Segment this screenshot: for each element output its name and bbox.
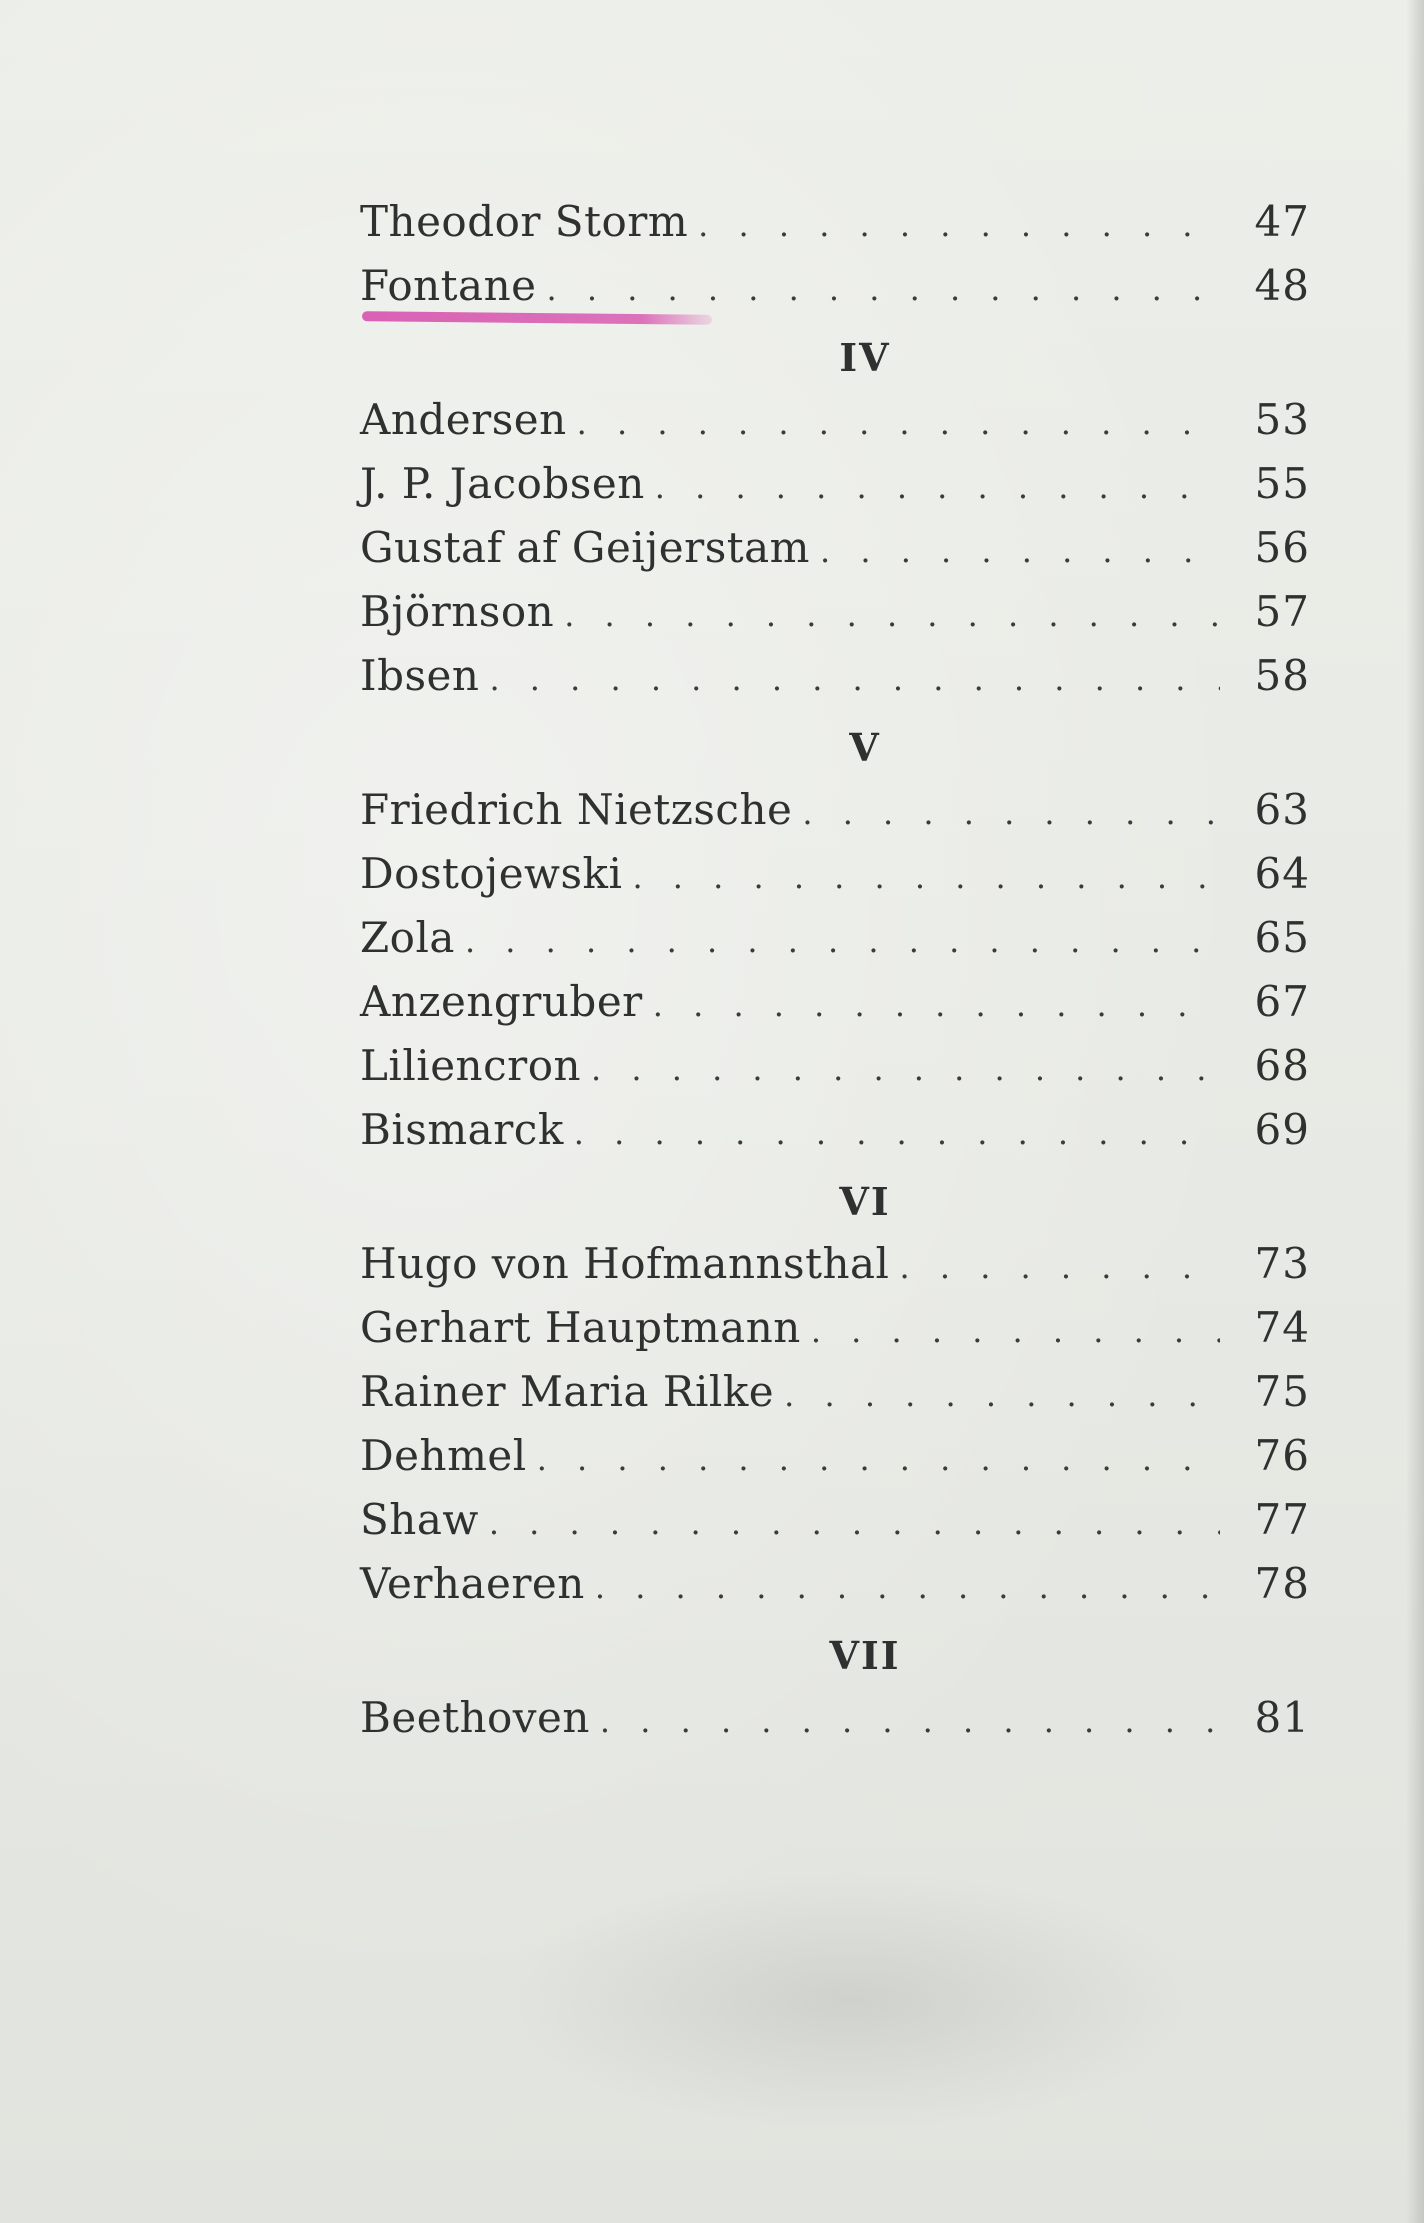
entry-title: Andersen <box>360 395 567 444</box>
toc-entry <box>360 516 1310 580</box>
entry-title: Björnson <box>360 587 555 636</box>
toc-entry <box>360 644 1310 708</box>
entry-title: Gustaf af Geijerstam <box>360 523 810 572</box>
entry-page: 55 <box>1254 459 1310 508</box>
entry-title: Theodor Storm <box>360 197 689 246</box>
entry-title: Shaw <box>360 1495 479 1544</box>
entry-page: 78 <box>1254 1559 1310 1608</box>
toc-entry-highlighted <box>360 254 1310 318</box>
section-heading: IV <box>839 335 891 380</box>
toc-entry <box>360 906 1310 970</box>
toc-entry <box>360 1488 1310 1552</box>
entry-page: 47 <box>1254 197 1310 246</box>
dot-leader <box>632 845 1220 909</box>
entry-page: 81 <box>1254 1693 1310 1742</box>
dot-leader <box>489 1491 1220 1555</box>
toc-entry <box>360 1686 1310 1750</box>
table-of-contents <box>360 190 1310 1750</box>
entry-page: 67 <box>1254 977 1310 1026</box>
entry-page: 77 <box>1254 1495 1310 1544</box>
entry-page: 63 <box>1254 785 1310 834</box>
entry-title: Zola <box>360 913 455 962</box>
entry-title: Rainer Maria Rilke <box>360 1367 775 1416</box>
entry-page: 56 <box>1254 523 1310 572</box>
toc-entry <box>360 452 1310 516</box>
toc-entry <box>360 1034 1310 1098</box>
dot-leader <box>564 583 1220 647</box>
entry-page: 74 <box>1254 1303 1310 1352</box>
entry-title: Gerhart Hauptmann <box>360 1303 801 1352</box>
entry-title: Liliencron <box>360 1041 582 1090</box>
dot-leader <box>655 455 1220 519</box>
toc-entry <box>360 970 1310 1034</box>
section-heading: V <box>849 725 881 770</box>
dot-leader <box>577 391 1220 455</box>
dot-leader <box>489 647 1220 711</box>
entry-page: 68 <box>1254 1041 1310 1090</box>
entry-page: 75 <box>1254 1367 1310 1416</box>
toc-entry <box>360 388 1310 452</box>
entry-page: 65 <box>1254 913 1310 962</box>
toc-entry <box>360 1552 1310 1616</box>
dot-leader <box>820 519 1220 583</box>
dot-leader <box>802 781 1220 845</box>
toc-entry <box>360 1424 1310 1488</box>
entry-title: J. P. Jacobsen <box>360 459 645 508</box>
page-edge <box>1406 0 1424 2223</box>
toc-entry <box>360 1098 1310 1162</box>
entry-title: Verhaeren <box>360 1559 585 1608</box>
dot-leader <box>698 193 1220 257</box>
entry-page: 58 <box>1254 651 1310 700</box>
toc-entry <box>360 1296 1310 1360</box>
toc-entry <box>360 190 1310 254</box>
toc-entry <box>360 1360 1310 1424</box>
section-heading: VI <box>839 1179 891 1224</box>
dot-leader <box>653 973 1220 1037</box>
dot-leader <box>784 1363 1220 1427</box>
toc-entry <box>360 842 1310 906</box>
dot-leader <box>537 1427 1220 1491</box>
entry-page: 69 <box>1254 1105 1310 1154</box>
entry-title: Fontane <box>360 261 537 310</box>
entry-title: Dehmel <box>360 1431 527 1480</box>
dot-leader <box>595 1555 1220 1619</box>
page-shadow <box>500 1870 1200 2130</box>
entry-page: 53 <box>1254 395 1310 444</box>
entry-page: 73 <box>1254 1239 1310 1288</box>
entry-page: 64 <box>1254 849 1310 898</box>
dot-leader <box>574 1101 1220 1165</box>
entry-title: Dostojewski <box>360 849 623 898</box>
dot-leader <box>600 1689 1220 1753</box>
dot-leader <box>547 257 1220 321</box>
dot-leader <box>900 1235 1221 1299</box>
entry-title: Anzengruber <box>360 977 643 1026</box>
section-heading: VII <box>829 1633 901 1678</box>
entry-title: Hugo von Hofmannsthal <box>360 1239 890 1288</box>
toc-entry <box>360 1232 1310 1296</box>
entry-page: 76 <box>1254 1431 1310 1480</box>
entry-title: Ibsen <box>360 651 480 700</box>
toc-entry <box>360 580 1310 644</box>
dot-leader <box>591 1037 1220 1101</box>
entry-title: Bismarck <box>360 1105 564 1154</box>
toc-entry <box>360 778 1310 842</box>
dot-leader <box>811 1299 1220 1363</box>
entry-page: 57 <box>1254 587 1310 636</box>
entry-title: Friedrich Nietzsche <box>360 785 793 834</box>
dot-leader <box>465 909 1220 973</box>
entry-title: Beethoven <box>360 1693 590 1742</box>
entry-page: 48 <box>1254 261 1310 310</box>
